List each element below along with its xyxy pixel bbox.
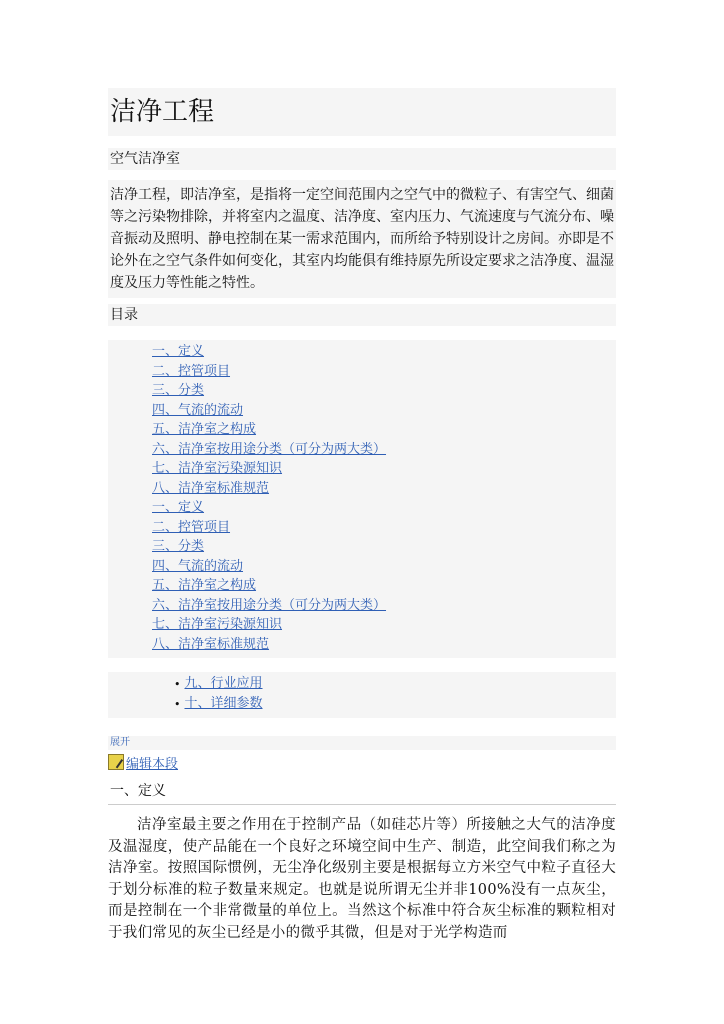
edit-section-row [108, 752, 616, 772]
toc-link-classification-2[interactable]: 三、分类 [152, 539, 205, 554]
title-band [108, 88, 616, 136]
toc-link-use-classification[interactable]: 六、洁净室按用途分类（可分为两大类） [152, 441, 387, 457]
toc-link-definition-2[interactable]: 一、定义 [152, 500, 205, 515]
definition-paragraph: 洁净室最主要之作用在于控制产品（如硅芯片等）所接触之大气的洁净度及温湿度，使产品能在一个良好之环境空间中生产、制造，此空间我们称之为洁净室。按照国际惯例，无尘净化级别主要是根据每立方米空气中粒子直径大于划分标准的粒子数量来规定。也就是说所谓无尘并非100%没有一点灰尘，而是控制在一个非常微量的单位上。当然这个标准中符合灰尘标准的颗粒相对于我们常见的灰尘已经是小的微乎其微，但是对于光学构造而 [108, 817, 616, 941]
toc-label: 目录 [108, 304, 616, 326]
toc-link-control-items[interactable]: 二、控管项目 [152, 363, 231, 379]
edit-section-link[interactable]: 编辑本段 [126, 756, 179, 772]
page-title: 洁净工程 [110, 97, 215, 127]
toc-link-composition[interactable]: 五、洁净室之构成 [152, 422, 257, 437]
toc-link-industry-applications[interactable]: 九、行业应用 [184, 676, 263, 692]
toc-link-classification[interactable]: 三、分类 [152, 383, 205, 398]
toc-link-detailed-parameters[interactable]: 十、详细参数 [184, 696, 263, 712]
toc-sub-list [108, 672, 616, 718]
section-heading-definition: 一、定义 [108, 778, 616, 805]
list-item [174, 694, 616, 714]
document-page [108, 88, 616, 944]
toc-link-standards[interactable]: 八、洁净室标准规范 [152, 480, 270, 496]
toc-link-standards-2[interactable]: 八、洁净室标准规范 [152, 636, 270, 652]
table-of-contents [108, 340, 616, 658]
bullet-icon: • [174, 677, 181, 691]
toc-link-pollution-sources-2[interactable]: 七、洁净室污染源知识 [152, 617, 283, 632]
edit-icon[interactable] [108, 754, 124, 770]
toc-link-airflow[interactable]: 四、气流的流动 [152, 402, 244, 418]
toc-link-airflow-2[interactable]: 四、气流的流动 [152, 558, 244, 574]
list-item [174, 674, 616, 694]
toc-link-pollution-sources[interactable]: 七、洁净室污染源知识 [152, 461, 283, 476]
article-subtitle: 空气洁净室 [108, 148, 616, 170]
toc-link-use-classification-2[interactable]: 六、洁净室按用途分类（可分为两大类） [152, 597, 387, 613]
bullet-icon: • [174, 697, 181, 711]
expand-link[interactable]: 展开 [108, 736, 616, 750]
toc-link-composition-2[interactable]: 五、洁净室之构成 [152, 578, 257, 593]
intro-paragraph: 洁净工程，即洁净室，是指将一定空间范围内之空气中的微粒子、有害空气、细菌等之污染物排除，并将室内之温度、洁净度、室内压力、气流速度与气流分布、噪音振动及照明、静电控制在某一需求范围内，而所给予特别设计之房间。亦即是不论外在之空气条件如何变化，其室内均能俱有维持原先所设定要求之洁净度、温湿度及压力等性能之特性。 [108, 180, 616, 298]
toc-link-control-items-2[interactable]: 二、控管项目 [152, 519, 231, 535]
toc-link-definition[interactable]: 一、定义 [152, 344, 205, 359]
